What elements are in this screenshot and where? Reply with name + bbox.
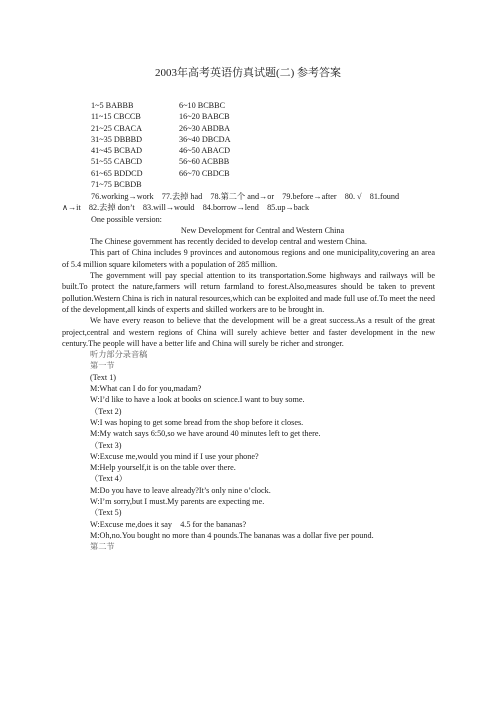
answer-group: 26~30 ABDBA (179, 123, 231, 133)
answer-group: 71~75 BCBDB (91, 180, 142, 190)
corrections-line: 76.working→work 77.去掉 had 78.第二个 and→or 79.before→after 80. √ 81.found (91, 192, 400, 201)
transcript-line: W:I’m sorry,but I must.My parents are expecting me. (90, 497, 265, 507)
answer-key (91, 100, 411, 190)
corrections-line: ∧→it 82.去掉 don’t 83.will→would 84.borrow→lend 85.up→back (62, 203, 310, 213)
answer-row (91, 123, 411, 134)
answer-group: 56~60 ACBBB (179, 157, 230, 167)
essay-title: New Development for Central and Western China (180, 225, 345, 235)
page-title: 2003年高考英语仿真试题(二) 参考答案 (154, 67, 342, 79)
possible-version-label: One possible version: (91, 214, 162, 224)
answer-row (91, 145, 411, 156)
answer-row (91, 179, 411, 190)
transcript-line: M:What can I do for you,madam? (90, 384, 202, 394)
answer-group: 21~25 CBACA (91, 123, 143, 133)
answer-group: 66~70 CBDCB (179, 168, 230, 178)
transcript-line: W:Excuse me,does it say 4.5 for the bananas? (90, 519, 247, 529)
answer-group: 41~45 BCBAD (91, 146, 143, 156)
transcript-line: M:My watch says 6:50,so we have around 40 minutes left to get there. (90, 429, 321, 439)
essay-paragraph: This part of China includes 9 provinces and autonomous regions and one municipality,covering an area of 5.4 million square kilometers with a population of 285 million. (62, 248, 435, 269)
answer-group: 1~5 BABBB (91, 101, 134, 110)
answer-group: 11~15 CBCCB (91, 112, 141, 122)
transcript-line: （Text 4） (90, 474, 127, 484)
answer-group: 61~65 BDDCD (91, 168, 143, 178)
answer-row (91, 134, 411, 145)
answer-row (91, 100, 411, 111)
essay-paragraph: The Chinese government has recently decided to develop central and western China. (90, 237, 367, 247)
transcript-line: （Text 5) (90, 508, 122, 518)
transcript-line: （Text 3) (90, 440, 122, 450)
transcript-line: (Text 1) (90, 372, 117, 382)
answer-group: 6~10 BCBBC (179, 101, 226, 110)
answer-row (91, 111, 411, 122)
listening-header: 听力部分录音稿 (90, 350, 148, 360)
essay-paragraph: We have every reason to believe that the development will be a great success.As a result of the great project,central and western regions of China will surely achieve better and faster development in the new century.The people will have a better life and China will surely be richer and stronger. (62, 316, 435, 348)
transcript-line: W:I was hoping to get some bread from the shop before it closes. (90, 417, 304, 427)
answer-group: 51~55 CABCD (91, 157, 143, 167)
section-label: 第一节 (90, 361, 115, 371)
section-label: 第二节 (90, 542, 115, 552)
answer-group: 31~35 DBBBD (91, 134, 143, 144)
essay-paragraph: The government will pay special attention to its transportation.Some highways and railways will be built.To protect the nature,farmers will return farmland to forest.Also,measures should be taken to prevent pollution.Western China is rich in natural resources,which can be exploited and made full use of.To meet the need of the development,all kinds of experts and skilled workers are to be brought in. (62, 271, 436, 314)
transcript-line: M:Help yourself,it is on the table over there. (90, 463, 236, 473)
answer-row (91, 168, 411, 179)
transcript-line: （Text 2) (90, 406, 122, 416)
answer-group: 46~50 ABACD (179, 146, 231, 156)
answer-group: 36~40 DBCDA (179, 134, 231, 144)
answer-group: 16~20 BABCB (179, 112, 230, 122)
transcript-line: M:Do you have to leave already?It’s only nine o’clock. (90, 485, 271, 495)
main-text (62, 191, 435, 553)
transcript-line: M:Oh,no.You bought no more than 4 pounds.The bananas was a dollar five per pound. (90, 530, 374, 540)
answer-row (91, 156, 411, 167)
transcript-line: W:Excuse me,would you mind if I use your phone? (90, 451, 259, 461)
transcript-line: W:I’d like to have a look at books on science.I want to buy some. (90, 395, 305, 405)
